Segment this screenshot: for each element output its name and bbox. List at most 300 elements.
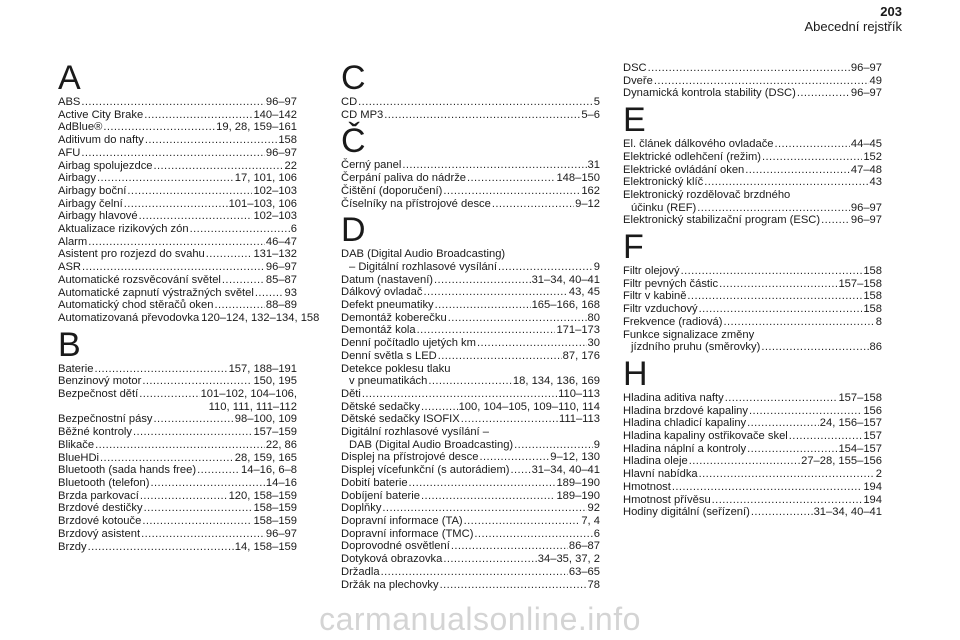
entry-pages: 44–45 — [850, 138, 882, 151]
index-entry — [58, 160, 297, 173]
dot-leader — [747, 443, 837, 456]
entry-pages: 31–34, 40–41 — [531, 273, 600, 286]
entry-pages: 43, 45 — [568, 286, 600, 299]
entry-pages: 194 — [863, 493, 882, 506]
entry-pages: 157 — [863, 430, 882, 443]
entry-row — [623, 75, 882, 88]
entry-row — [623, 151, 882, 164]
entry-label: Brzda parkovací — [58, 489, 139, 502]
entry-pages: 9–12, 130 — [550, 451, 600, 464]
dot-leader — [492, 198, 574, 211]
entry-label: CD MP3 — [341, 108, 384, 121]
index-letter: B — [58, 325, 81, 364]
dot-leader — [461, 413, 558, 426]
index-entry — [58, 287, 297, 300]
entry-pages: 6 — [290, 223, 297, 236]
entry-label: Bluetooth (sada hands free) — [58, 464, 197, 477]
dot-leader — [448, 312, 587, 325]
entry-row — [58, 185, 297, 198]
entry-row — [623, 316, 882, 329]
entry-row — [58, 439, 297, 452]
entry-row — [341, 337, 600, 350]
entry-pages: 2 — [875, 468, 882, 481]
index-entry — [58, 452, 297, 465]
dot-leader — [511, 464, 531, 477]
entry-pages: 158 — [863, 303, 882, 316]
dot-leader — [95, 439, 265, 452]
dot-leader — [797, 87, 850, 100]
entry-pages: 96–97 — [265, 527, 297, 540]
dot-leader — [821, 214, 850, 227]
entry-row — [58, 274, 297, 287]
entry-label: Bluetooth (telefon) — [58, 476, 150, 489]
entry-row — [58, 299, 297, 312]
entry-row — [341, 198, 600, 211]
index-letter: F — [623, 228, 644, 267]
dot-leader — [477, 337, 587, 350]
dot-leader — [133, 426, 252, 439]
entry-label: Hladina chladicí kapaliny — [623, 417, 747, 430]
entry-label: Dálkový ovladač — [341, 286, 423, 299]
index-entry — [623, 392, 882, 405]
entry-label: Filtr olejový — [623, 265, 680, 278]
index-entry — [58, 147, 297, 160]
entry-label: v pneumatikách — [349, 375, 428, 388]
entry-row — [341, 579, 600, 592]
entry-pages: 8 — [875, 315, 882, 328]
entry-pages: 158 — [278, 134, 297, 147]
page-header — [804, 4, 902, 34]
entry-row — [623, 417, 882, 430]
entry-pages: 9–12 — [575, 197, 600, 210]
dot-leader — [681, 265, 863, 278]
index-entry — [623, 494, 882, 507]
index-letter: E — [623, 101, 646, 140]
entry-pages: 47–48 — [850, 163, 882, 176]
entry-row — [623, 303, 882, 316]
entry-row — [58, 528, 297, 541]
dot-leader — [206, 248, 253, 261]
entry-label: ASR — [58, 261, 82, 274]
dot-leader — [451, 540, 568, 553]
index-entry — [623, 164, 882, 177]
entry-row — [623, 506, 882, 519]
index-entry — [623, 329, 882, 354]
entry-row — [58, 413, 297, 426]
entry-label: Elektrické ovládání oken — [623, 163, 745, 176]
dot-leader — [421, 401, 458, 414]
index-column-1 — [58, 59, 320, 557]
entry-row — [58, 464, 297, 477]
index-entry — [341, 401, 600, 414]
index-entry — [58, 388, 297, 413]
entry-label: Demontáž koberečku — [341, 311, 447, 324]
index-column-2 — [341, 59, 600, 595]
entry-pages: 158 — [863, 265, 882, 278]
entry-pages: 96–97 — [850, 87, 882, 100]
index-entry — [623, 189, 882, 214]
entry-label: Airbag spolujezdce — [58, 159, 153, 172]
entry-row — [341, 540, 600, 553]
entry-pages: 27–28, 155–156 — [801, 455, 882, 468]
entry-label: Aditivum do nafty — [58, 134, 144, 147]
entry-row — [58, 147, 297, 160]
entry-row — [341, 490, 600, 503]
entry-label: DSC — [623, 62, 647, 74]
index-entry — [58, 248, 297, 261]
dot-leader — [689, 455, 800, 468]
entry-label: Active City Brake — [58, 108, 144, 121]
index-entry — [58, 490, 297, 503]
dot-leader — [775, 138, 850, 151]
entry-pages: 87, 176 — [562, 349, 600, 362]
index-entry — [58, 477, 297, 490]
index-entry — [58, 299, 297, 312]
dot-leader — [428, 375, 512, 388]
index-entry — [341, 490, 600, 503]
entry-pages: 102–103 — [253, 184, 297, 197]
dot-leader — [139, 388, 199, 401]
entry-pages: 98–100, 109 — [234, 413, 297, 426]
entry-label: Filtr pevných částic — [623, 277, 719, 290]
index-entry — [58, 541, 297, 554]
entry-label: Hladina kapaliny ostřikovače skel — [623, 430, 788, 443]
index-entry — [623, 87, 882, 100]
entry-row — [58, 248, 297, 261]
entry-label: Elektronický stabilizační program (ESC) — [623, 214, 821, 227]
entry-pages: 96–97 — [850, 62, 882, 74]
entry-pages: 14–16 — [265, 476, 297, 489]
entry-label: Automatické rozsvěcování světel — [58, 273, 221, 286]
dot-leader — [141, 528, 265, 541]
index-entry — [341, 502, 600, 515]
index-entry — [341, 299, 600, 312]
entry-row — [341, 185, 600, 198]
index-group — [623, 101, 882, 227]
entry-row — [341, 375, 600, 388]
index-letter: H — [623, 354, 648, 393]
entry-pages: 14, 158–159 — [234, 540, 297, 553]
watermark: carmanualsonline.info — [319, 601, 641, 637]
entry-pages: 157, 188–191 — [228, 362, 297, 375]
entry-label: Hladina náplní a kontroly — [623, 442, 747, 455]
entry-pages: 80 — [587, 311, 600, 324]
index-entry — [341, 413, 600, 426]
entry-row — [58, 502, 297, 515]
entry-row — [623, 405, 882, 418]
entry-label: Airbagy hlavové — [58, 210, 138, 223]
entry-row — [58, 375, 297, 388]
entry-row — [58, 261, 297, 274]
index-entry — [58, 311, 320, 325]
entry-label: Aktualizace rizikových zón — [58, 223, 189, 236]
entry-label: Defekt pneumatiky — [341, 299, 434, 312]
index-entry — [341, 286, 600, 299]
entry-label: Čerpání paliva do nádrže — [341, 172, 467, 185]
entry-row — [341, 477, 600, 490]
entry-label: Filtr vzduchový — [623, 303, 698, 316]
index-entry — [58, 413, 297, 426]
index-entry — [58, 464, 297, 477]
entry-pages: 100, 104–105, 109–110, 114 — [458, 400, 600, 413]
index-entry — [58, 528, 297, 541]
index-entry — [58, 96, 297, 109]
index-group — [341, 59, 600, 121]
entry-row — [58, 287, 297, 300]
entry-pages: 22, 86 — [265, 438, 297, 451]
entry-pages: 96–97 — [265, 261, 297, 274]
entry-label: Brzdové destičky — [58, 502, 143, 515]
entry-label: Funkce signalizace změny — [623, 328, 755, 341]
dot-leader — [704, 176, 868, 189]
index-group — [623, 228, 882, 354]
entry-row — [341, 312, 600, 325]
dot-leader — [190, 223, 290, 236]
dot-leader — [417, 324, 556, 337]
index-column-3 — [623, 62, 882, 523]
entry-pages: 194 — [863, 480, 882, 493]
index-entry — [58, 274, 297, 287]
entry-pages: 46–47 — [265, 235, 297, 248]
dot-leader — [434, 274, 531, 287]
index-entry — [341, 248, 600, 273]
dot-leader — [81, 147, 265, 160]
entry-label: jízdního pruhu (směrovky) — [631, 341, 761, 354]
entry-label: Hlavní nabídka — [623, 468, 698, 481]
dot-leader — [467, 172, 555, 185]
entry-row — [623, 176, 882, 189]
entry-label: Displej na přístrojové desce — [341, 451, 479, 464]
entry-row — [341, 109, 600, 122]
entry-label: Elektronický rozdělovač brzdného — [623, 188, 791, 201]
entry-row — [58, 109, 297, 122]
entry-label: účinku (REF) — [631, 201, 697, 214]
entry-label: Airbagy čelní — [58, 197, 123, 210]
entry-pages: 86–87 — [568, 540, 600, 553]
entry-label: Airbagy boční — [58, 184, 127, 197]
entry-row — [341, 172, 600, 185]
entry-pages: 101–103, 106 — [228, 197, 297, 210]
entry-pages: 88–89 — [265, 299, 297, 312]
index-letter: A — [58, 59, 81, 97]
entry-pages: 158–159 — [253, 515, 297, 528]
entry-row — [623, 62, 882, 75]
index-entry — [341, 312, 600, 325]
index-entry — [623, 303, 882, 316]
entry-label: Displej vícefunkční (s autorádiem) — [341, 464, 510, 477]
entry-pages: 31–34, 40–41 — [531, 464, 600, 477]
entry-pages: 14–16, 6–8 — [241, 464, 297, 477]
index-group — [623, 62, 882, 100]
page-number: 203 — [880, 4, 902, 19]
dot-leader — [751, 506, 813, 519]
entry-label: Bezpečnost dětí — [58, 388, 139, 401]
entry-pages: 165–166, 168 — [531, 299, 600, 312]
dot-leader — [443, 553, 536, 566]
dot-leader — [435, 299, 531, 312]
entry-label: Hmotnost přívěsu — [623, 493, 711, 506]
entry-pages: 102–103 — [253, 210, 297, 223]
dot-leader — [150, 477, 264, 490]
entry-label: BlueHDi — [58, 451, 100, 464]
index-group — [58, 325, 297, 554]
entry-row — [58, 210, 297, 223]
entry-label: Blikače — [58, 438, 95, 451]
index-entry — [623, 430, 882, 443]
index-entry — [623, 506, 882, 519]
index-entry — [341, 198, 600, 211]
entry-pages: 9 — [593, 438, 600, 451]
dot-leader — [97, 172, 234, 185]
index-entry — [341, 324, 600, 337]
entry-label: DAB (Digital Audio Broadcasting) — [341, 248, 506, 261]
dot-leader — [214, 299, 264, 312]
dot-leader — [723, 316, 874, 329]
dot-leader — [745, 164, 850, 177]
entry-row — [341, 388, 600, 401]
dot-leader — [144, 502, 253, 515]
dot-leader — [127, 185, 252, 198]
index-entry — [623, 443, 882, 456]
entry-label: Dotyková obrazovka — [341, 553, 443, 566]
dot-leader — [697, 202, 850, 215]
entry-label: El. článek dálkového ovladače — [623, 138, 774, 151]
index-entry — [58, 134, 297, 147]
index-entry — [341, 464, 600, 477]
entry-pages: 140–142 — [253, 108, 297, 121]
index-entry — [58, 198, 297, 211]
index-entry — [623, 151, 882, 164]
index-entry — [58, 375, 297, 388]
dot-leader — [687, 290, 862, 303]
index-entry — [341, 388, 600, 401]
entry-pages: 49 — [869, 74, 882, 87]
index-entry — [341, 540, 600, 553]
entry-label: Běžné kontroly — [58, 426, 133, 439]
entry-label: Dobíjení baterie — [341, 489, 420, 502]
entry-label: AFU — [58, 146, 81, 159]
entry-row — [58, 490, 297, 503]
entry-label: Dveře — [623, 74, 653, 87]
entry-pages: 148–150 — [556, 172, 600, 185]
index-entry — [623, 176, 882, 189]
index-entry — [58, 210, 297, 223]
dot-leader — [719, 278, 837, 291]
entry-label: Datum (nastavení) — [341, 273, 434, 286]
dot-leader — [648, 62, 850, 75]
entry-pages: 152 — [863, 150, 882, 163]
entry-row — [58, 477, 297, 490]
entry-pages: 78 — [587, 578, 600, 591]
entry-label: Dobití baterie — [341, 476, 408, 489]
entry-label: Čištění (doporučení) — [341, 184, 443, 197]
index-entry — [341, 350, 600, 363]
entry-row — [58, 388, 297, 401]
entry-pages: 63–65 — [568, 565, 600, 578]
entry-row — [341, 286, 600, 299]
entry-pages: 156 — [863, 404, 882, 417]
dot-leader — [440, 579, 587, 592]
entry-label: Dětské sedačky ISOFIX — [341, 413, 460, 426]
entry-label: Filtr v kabině — [623, 290, 687, 303]
entry-label: Detekce poklesu tlaku — [341, 362, 451, 375]
entry-row — [341, 261, 600, 274]
dot-leader — [103, 121, 215, 134]
entry-label: Baterie — [58, 362, 94, 375]
index-entry — [58, 426, 297, 439]
index-entry — [341, 515, 600, 528]
entry-row — [341, 464, 600, 477]
dot-leader — [421, 490, 555, 503]
entry-row — [623, 278, 882, 291]
entry-pages: 30 — [587, 337, 600, 350]
dot-leader — [699, 468, 875, 481]
entry-label: Digitální rozhlasové vysílání – — [341, 426, 489, 439]
dot-leader — [749, 405, 862, 418]
entry-label: Hodiny digitální (seřízení) — [623, 506, 750, 519]
dot-leader — [154, 160, 284, 173]
dot-leader — [747, 417, 819, 430]
entry-label: AdBlue® — [58, 121, 103, 134]
entry-pages: 96–97 — [265, 146, 297, 159]
dot-leader — [142, 515, 252, 528]
entry-label: Denní světla s LED — [341, 349, 437, 362]
entry-label: Hmotnost — [623, 480, 671, 493]
entry-label: Černý panel — [341, 159, 402, 172]
entry-label: Elektrické odlehčení (režim) — [623, 150, 762, 163]
dot-leader — [222, 274, 265, 287]
entry-row — [58, 160, 297, 173]
dot-leader — [362, 388, 557, 401]
dot-leader — [94, 363, 227, 376]
index-entry — [341, 553, 600, 566]
entry-label: Brzdový asistent — [58, 527, 141, 540]
dot-leader — [464, 515, 581, 528]
entry-pages: 162 — [581, 184, 600, 197]
index-entry — [623, 455, 882, 468]
index-entry — [58, 172, 297, 185]
entry-pages: 31–34, 40–41 — [813, 506, 882, 519]
index-entry — [58, 261, 297, 274]
entry-row — [623, 341, 882, 354]
entry-label: Dopravní informace (TMC) — [341, 527, 474, 540]
entry-row — [623, 468, 882, 481]
entry-pages: 171–173 — [556, 324, 600, 337]
entry-pages: 96–97 — [265, 96, 297, 108]
section-title: Abecední rejstřík — [804, 19, 902, 34]
entry-pages: 120–124, 132–134, 158 — [201, 311, 320, 324]
entry-pages: 111–113 — [558, 413, 600, 426]
entry-row — [623, 392, 882, 405]
dot-leader — [124, 198, 228, 211]
entry-row — [623, 87, 882, 100]
entry-row — [341, 401, 600, 414]
entry-pages: 158 — [863, 290, 882, 303]
entry-row — [341, 439, 600, 452]
entry-row — [58, 223, 297, 236]
entry-pages: 31 — [587, 159, 600, 172]
entry-label: Dětské sedačky — [341, 400, 420, 413]
index-entry — [623, 62, 882, 75]
dot-leader — [514, 439, 593, 452]
entry-row — [58, 452, 297, 465]
index-entry — [623, 405, 882, 418]
dot-leader — [654, 75, 869, 88]
index-entry — [341, 363, 600, 388]
dot-leader — [443, 185, 580, 198]
entry-label: Doplňky — [341, 502, 382, 515]
entry-row — [58, 311, 320, 325]
